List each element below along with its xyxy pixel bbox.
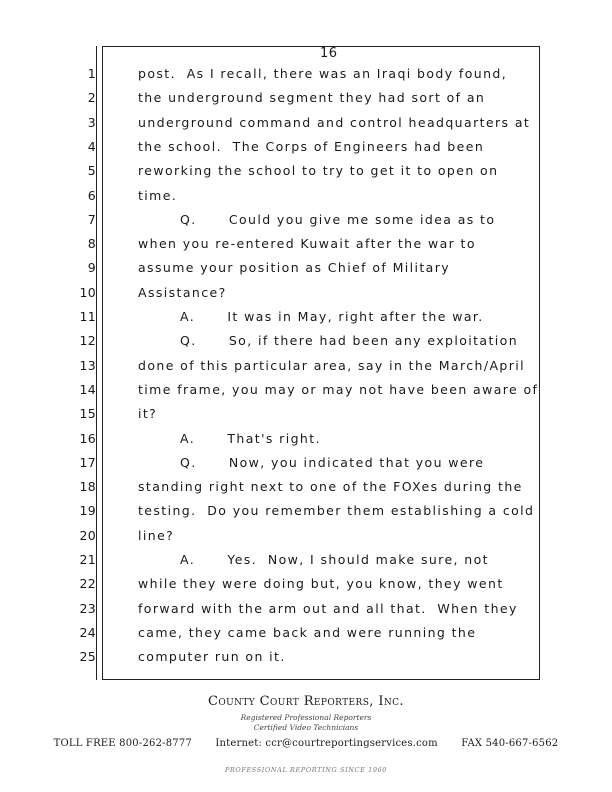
line-text: while they were doing but, you know, they went: [138, 576, 504, 592]
transcript-line: [0, 431, 612, 455]
line-number: 16: [79, 430, 96, 446]
transcript-line: [0, 212, 612, 236]
line-text: standing right next to one of the FOXes during the: [138, 479, 523, 495]
company-subtitle-reporters: Registered Professional Reporters: [240, 713, 372, 722]
transcript-line: [0, 552, 612, 576]
company-subtitle-video: Certified Video Technicians: [253, 723, 359, 732]
line-text: forward with the arm out and all that. When they: [138, 600, 518, 616]
line-number: 15: [79, 406, 96, 422]
line-text: testing. Do you remember them establishing a cold: [138, 503, 535, 519]
line-number: 12: [79, 333, 96, 349]
contact-line: [0, 738, 612, 749]
transcript-line: [0, 625, 612, 649]
fax-number: FAX 540-667-6562: [461, 738, 559, 749]
line-text: the school. The Corps of Engineers had been: [138, 138, 485, 154]
toll-free-number: TOLL FREE 800-262-8777: [53, 738, 192, 749]
line-number: 23: [79, 600, 96, 616]
line-text: computer run on it.: [138, 649, 286, 665]
company-name: County Court Reporters, Inc.: [208, 694, 404, 709]
transcript-line: [0, 139, 612, 163]
transcript-line: [0, 285, 612, 309]
line-text: the underground segment they had sort of an: [138, 90, 486, 106]
transcript-line: [0, 455, 612, 479]
internet-email: Internet: ccr@courtreportingservices.com: [215, 738, 438, 749]
line-text: line?: [138, 527, 175, 543]
line-number: 20: [79, 527, 96, 543]
transcript-line: [0, 115, 612, 139]
transcript-line: [0, 479, 612, 503]
line-text: Q. Could you give me some idea as to: [180, 211, 496, 227]
transcript-line: [0, 528, 612, 552]
transcript-line: [0, 163, 612, 187]
line-number: 22: [79, 576, 96, 592]
line-text: it?: [138, 406, 158, 422]
line-number: 10: [79, 284, 96, 300]
line-number: 6: [87, 187, 96, 203]
transcript-line: [0, 188, 612, 212]
transcript-line: [0, 601, 612, 625]
line-text: Q. Now, you indicated that you were: [180, 454, 485, 470]
line-text: when you re-entered Kuwait after the war to: [138, 236, 476, 252]
page-number: 16: [320, 46, 338, 61]
line-text: post. As I recall, there was an Iraqi body found,: [138, 66, 508, 81]
line-number: 7: [87, 211, 96, 227]
company-tagline: PROFESSIONAL REPORTING SINCE 1960: [224, 766, 388, 774]
transcript-line: [0, 406, 612, 430]
transcript-line: [0, 309, 612, 333]
line-number: 1: [87, 66, 96, 81]
line-text: Assistance?: [138, 284, 227, 300]
line-number: 3: [87, 114, 96, 130]
line-text: assume your position as Chief of Military: [138, 260, 451, 276]
line-number: 21: [79, 552, 96, 567]
line-number: 2: [87, 90, 96, 106]
line-text: A. Yes. Now, I should make sure, not: [180, 552, 489, 567]
line-text: A. That's right.: [180, 430, 321, 446]
line-number: 17: [79, 454, 96, 470]
line-text: done of this particular area, say in the March/April: [138, 357, 526, 373]
line-number: 19: [79, 503, 96, 519]
transcript-line: [0, 90, 612, 114]
line-text: Q. So, if there had been any exploitation: [180, 333, 519, 349]
line-number: 18: [79, 479, 96, 495]
transcript-line: [0, 503, 612, 527]
line-number: 14: [79, 381, 96, 397]
line-number: 5: [87, 163, 96, 179]
line-number: 13: [79, 357, 96, 373]
transcript-line: [0, 382, 612, 406]
line-number: 24: [79, 624, 96, 640]
transcript-line: [0, 66, 612, 90]
line-text: time frame, you may or may not have been aware of: [138, 381, 539, 397]
transcript-line: [0, 260, 612, 284]
line-text: underground command and control headquarters at: [138, 114, 531, 130]
transcript-line: [0, 358, 612, 382]
transcript-line: [0, 576, 612, 600]
line-text: reworking the school to try to get it to open on: [138, 163, 499, 179]
line-number: 4: [87, 138, 96, 154]
line-number: 11: [79, 309, 96, 324]
transcript-line: [0, 236, 612, 260]
transcript-line: [0, 333, 612, 357]
line-number: 9: [87, 260, 96, 276]
transcript-line: [0, 649, 612, 673]
line-text: came, they came back and were running the: [138, 624, 477, 640]
line-number: 25: [79, 649, 96, 665]
line-text: A. It was in May, right after the war.: [180, 309, 484, 324]
line-number: 8: [87, 236, 96, 252]
line-text: time.: [138, 187, 178, 203]
